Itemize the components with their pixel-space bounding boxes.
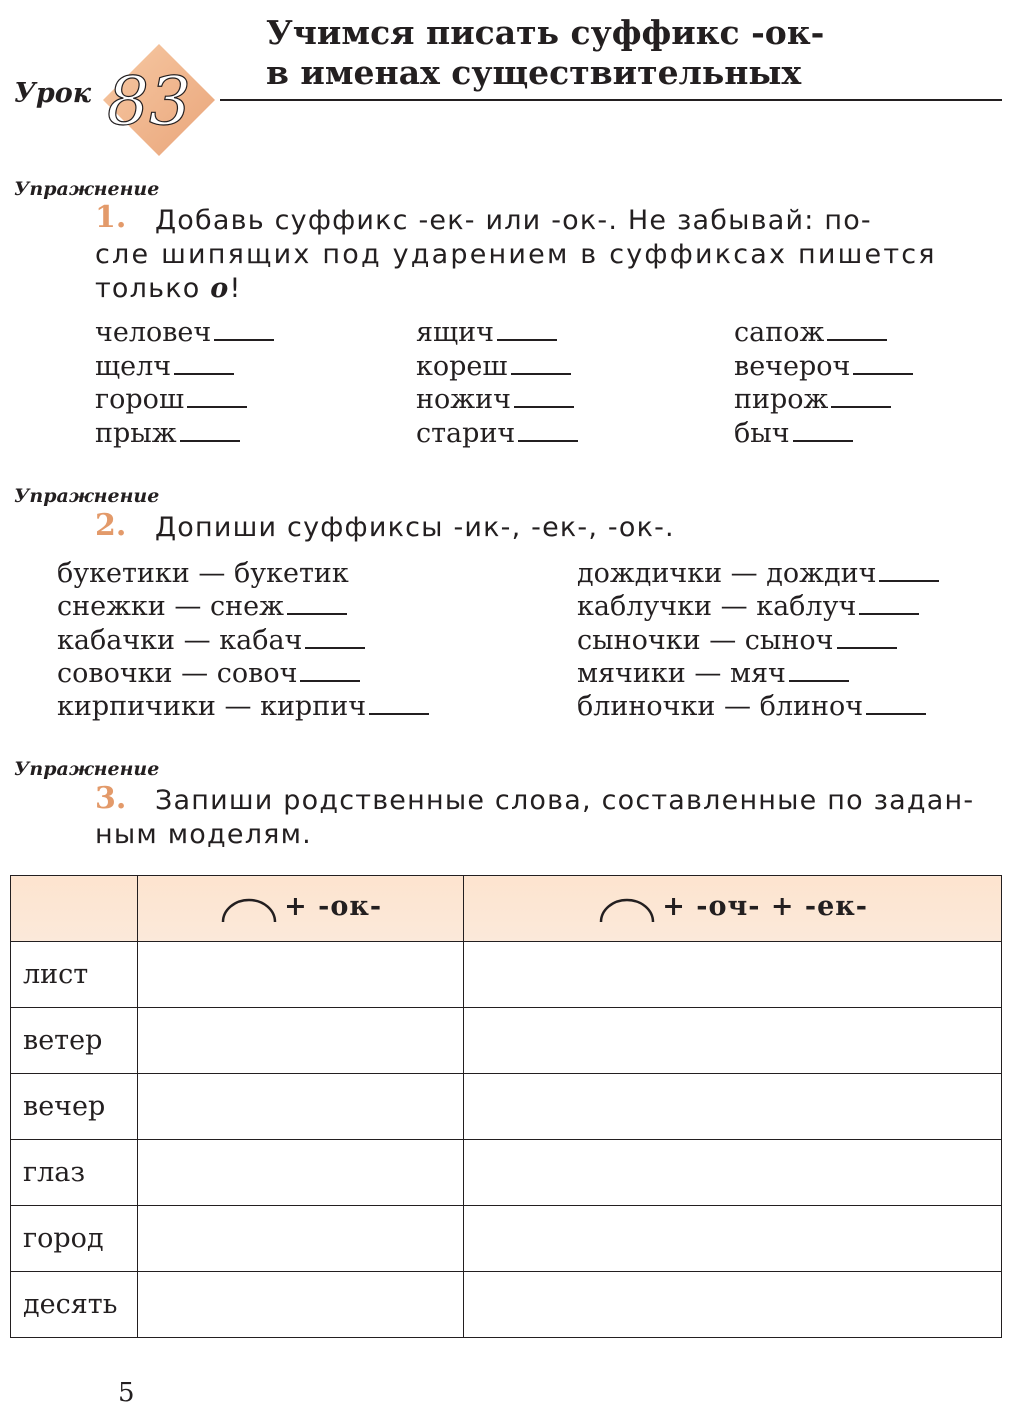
word-item: вечероч — [734, 350, 913, 384]
exercise-2-right-column — [577, 557, 1007, 723]
answer-blank[interactable] — [827, 338, 887, 341]
exercise-3-heading: Упражнение — [14, 758, 160, 780]
lesson-number-badge — [103, 44, 215, 156]
answer-blank[interactable] — [837, 646, 897, 649]
exercise-3-line2: ным моделям. — [95, 819, 312, 850]
answer-blank[interactable] — [287, 612, 347, 615]
lesson-number: 83 — [107, 63, 191, 140]
table-row — [11, 1008, 1002, 1074]
answer-blank[interactable] — [879, 579, 939, 582]
word-pair: букетики — букетик — [57, 558, 349, 589]
exercise-1-line3: только о! — [95, 273, 242, 304]
page-title-line1: Учимся писать суффикс -ок- — [266, 13, 825, 52]
answer-blank[interactable] — [789, 679, 849, 682]
exercise-1-line1: Добавь суффикс -ек- или -ок-. Не забывай: по- — [155, 205, 872, 236]
word-pair: совочки — совоч — [57, 657, 497, 690]
root-word: лист — [11, 942, 138, 1008]
word-pair: мячики — мяч — [577, 657, 1007, 690]
word-item: прыж — [95, 417, 274, 451]
answer-cell[interactable] — [138, 1206, 464, 1272]
root-word: город — [11, 1206, 138, 1272]
answer-cell[interactable] — [464, 1140, 1002, 1206]
root-word: глаз — [11, 1140, 138, 1206]
word-pair: блиночки — блиноч — [577, 690, 1007, 723]
root-word: вечер — [11, 1074, 138, 1140]
root-word: ветер — [11, 1008, 138, 1074]
word-pair: кирпичики — кирпич — [57, 690, 497, 723]
answer-blank[interactable] — [793, 439, 853, 442]
model-header-1: + -ок- — [138, 876, 464, 942]
word-item: сапож — [734, 316, 913, 350]
answer-blank[interactable] — [853, 372, 913, 375]
answer-blank[interactable] — [497, 338, 557, 341]
word-pair: каблучки — каблуч — [577, 590, 1007, 623]
table-row — [11, 1074, 1002, 1140]
answer-cell[interactable] — [464, 942, 1002, 1008]
answer-blank[interactable] — [305, 646, 365, 649]
answer-blank[interactable] — [214, 338, 274, 341]
answer-blank[interactable] — [518, 439, 578, 442]
answer-cell[interactable] — [138, 1008, 464, 1074]
table-row — [11, 942, 1002, 1008]
answer-blank[interactable] — [174, 372, 234, 375]
exercise-1-number: 1. — [95, 200, 127, 235]
table-corner-cell — [11, 876, 138, 942]
exercise-1-column-3 — [734, 316, 913, 450]
exercise-2-heading: Упражнение — [14, 485, 160, 507]
root-word: десять — [11, 1272, 138, 1338]
page-number: 5 — [118, 1378, 135, 1408]
word-model-table — [10, 875, 1002, 1338]
answer-cell[interactable] — [138, 1272, 464, 1338]
word-item: горош — [95, 383, 274, 417]
word-item: кореш — [416, 350, 578, 384]
word-item: быч — [734, 417, 913, 451]
word-item: ящич — [416, 316, 578, 350]
answer-cell[interactable] — [138, 1140, 464, 1206]
exercise-2-text: Допиши суффиксы -ик-, -ек-, -ок-. — [155, 512, 675, 543]
answer-blank[interactable] — [369, 712, 429, 715]
answer-cell[interactable] — [464, 1008, 1002, 1074]
root-arc-icon — [597, 896, 657, 926]
title-divider — [220, 99, 1002, 101]
word-pair: сыночки — сыноч — [577, 624, 1007, 657]
answer-blank[interactable] — [514, 405, 574, 408]
exercise-1-heading: Упражнение — [14, 178, 160, 200]
answer-cell[interactable] — [464, 1206, 1002, 1272]
word-item: ножич — [416, 383, 578, 417]
exercise-1-column-1 — [95, 316, 274, 450]
answer-blank[interactable] — [859, 612, 919, 615]
table-row — [11, 1140, 1002, 1206]
answer-cell[interactable] — [138, 942, 464, 1008]
page-title-line2: в именах существительных — [266, 53, 802, 92]
letter-o: о — [210, 273, 230, 304]
exercise-1-line2: сле шипящих под ударением в суффиксах пишется — [95, 239, 937, 270]
lesson-label: Урок — [14, 78, 92, 109]
answer-blank[interactable] — [187, 405, 247, 408]
answer-blank[interactable] — [300, 679, 360, 682]
word-pair: кабачки — кабач — [57, 624, 497, 657]
word-item: щелч — [95, 350, 274, 384]
exercise-3-number: 3. — [95, 781, 127, 816]
answer-blank[interactable] — [831, 405, 891, 408]
root-arc-icon — [219, 896, 279, 926]
word-item: старич — [416, 417, 578, 451]
answer-cell[interactable] — [464, 1272, 1002, 1338]
exercise-3-line1: Запиши родственные слова, составленные по задан- — [155, 785, 975, 816]
model-header-2: + -оч- + -ек- — [464, 876, 1002, 942]
table-row — [11, 1272, 1002, 1338]
exercise-2-number: 2. — [95, 508, 127, 543]
answer-blank[interactable] — [511, 372, 571, 375]
table-row — [11, 1206, 1002, 1272]
word-pair: дождички — дождич — [577, 557, 1007, 590]
exercise-1-column-2 — [416, 316, 578, 450]
word-pair: снежки — снеж — [57, 590, 497, 623]
answer-cell[interactable] — [138, 1074, 464, 1140]
word-item: человеч — [95, 316, 274, 350]
answer-blank[interactable] — [180, 439, 240, 442]
exercise-2-left-column — [57, 557, 497, 723]
word-item: пирож — [734, 383, 913, 417]
answer-cell[interactable] — [464, 1074, 1002, 1140]
answer-blank[interactable] — [866, 712, 926, 715]
